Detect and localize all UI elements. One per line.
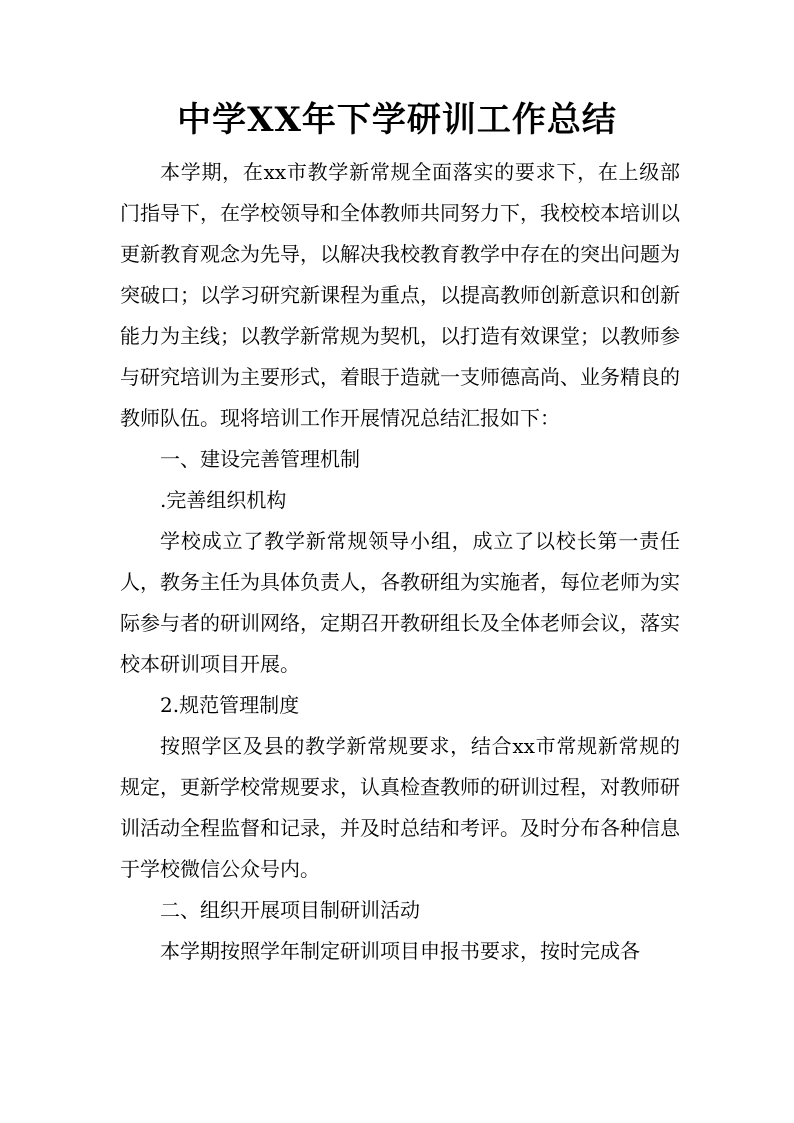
section-heading-1: 一、建设完善管理机制 (160, 447, 360, 471)
document-title: 中学XX年下学研训工作总结 (177, 100, 617, 140)
paragraph-management: 按照学区及县的教学新常规要求，结合xx市常规新常规的规定，更新学校常规要求，认真检查教师的研训过程，对教师研训活动全程监督和记录，并及时总结和考评。及时分布各种信息于学校微信公众号内。 (120, 734, 680, 881)
document-body (120, 152, 680, 972)
paragraph-organization: 学校成立了教学新常规领导小组，成立了以校长第一责任人，教务主任为具体负责人，各教研组为实施者，每位老师为实际参与者的研训网络，定期召开教研组长及全体老师会议，落实校本研训项目开展。 (120, 529, 680, 676)
subsection-heading-1-1: .完善组织机构 (160, 488, 287, 512)
intro-paragraph: 本学期，在xx市教学新常规全面落实的要求下，在上级部门指导下，在学校领导和全体教师共同努力下，我校校本培训以更新教育观念为先导，以解决我校教育教学中存在的突出问题为突破口；以学习研究新课程为重点，以提高教师创新意识和创新能力为主线；以教学新常规为契机，以打造有效课堂；以教师参与研究培训为主要形式，着眼于造就一支师德高尚、业务精良的教师队伍。现将培训工作开展情况总结汇报如下： (120, 160, 680, 430)
section-heading-2: 二、组织开展项目制研训活动 (160, 898, 420, 922)
paragraph-projects: 本学期按照学年制定研训项目申报书要求，按时完成各 (160, 939, 640, 963)
subsection-heading-1-2: 2.规范管理制度 (160, 693, 300, 717)
